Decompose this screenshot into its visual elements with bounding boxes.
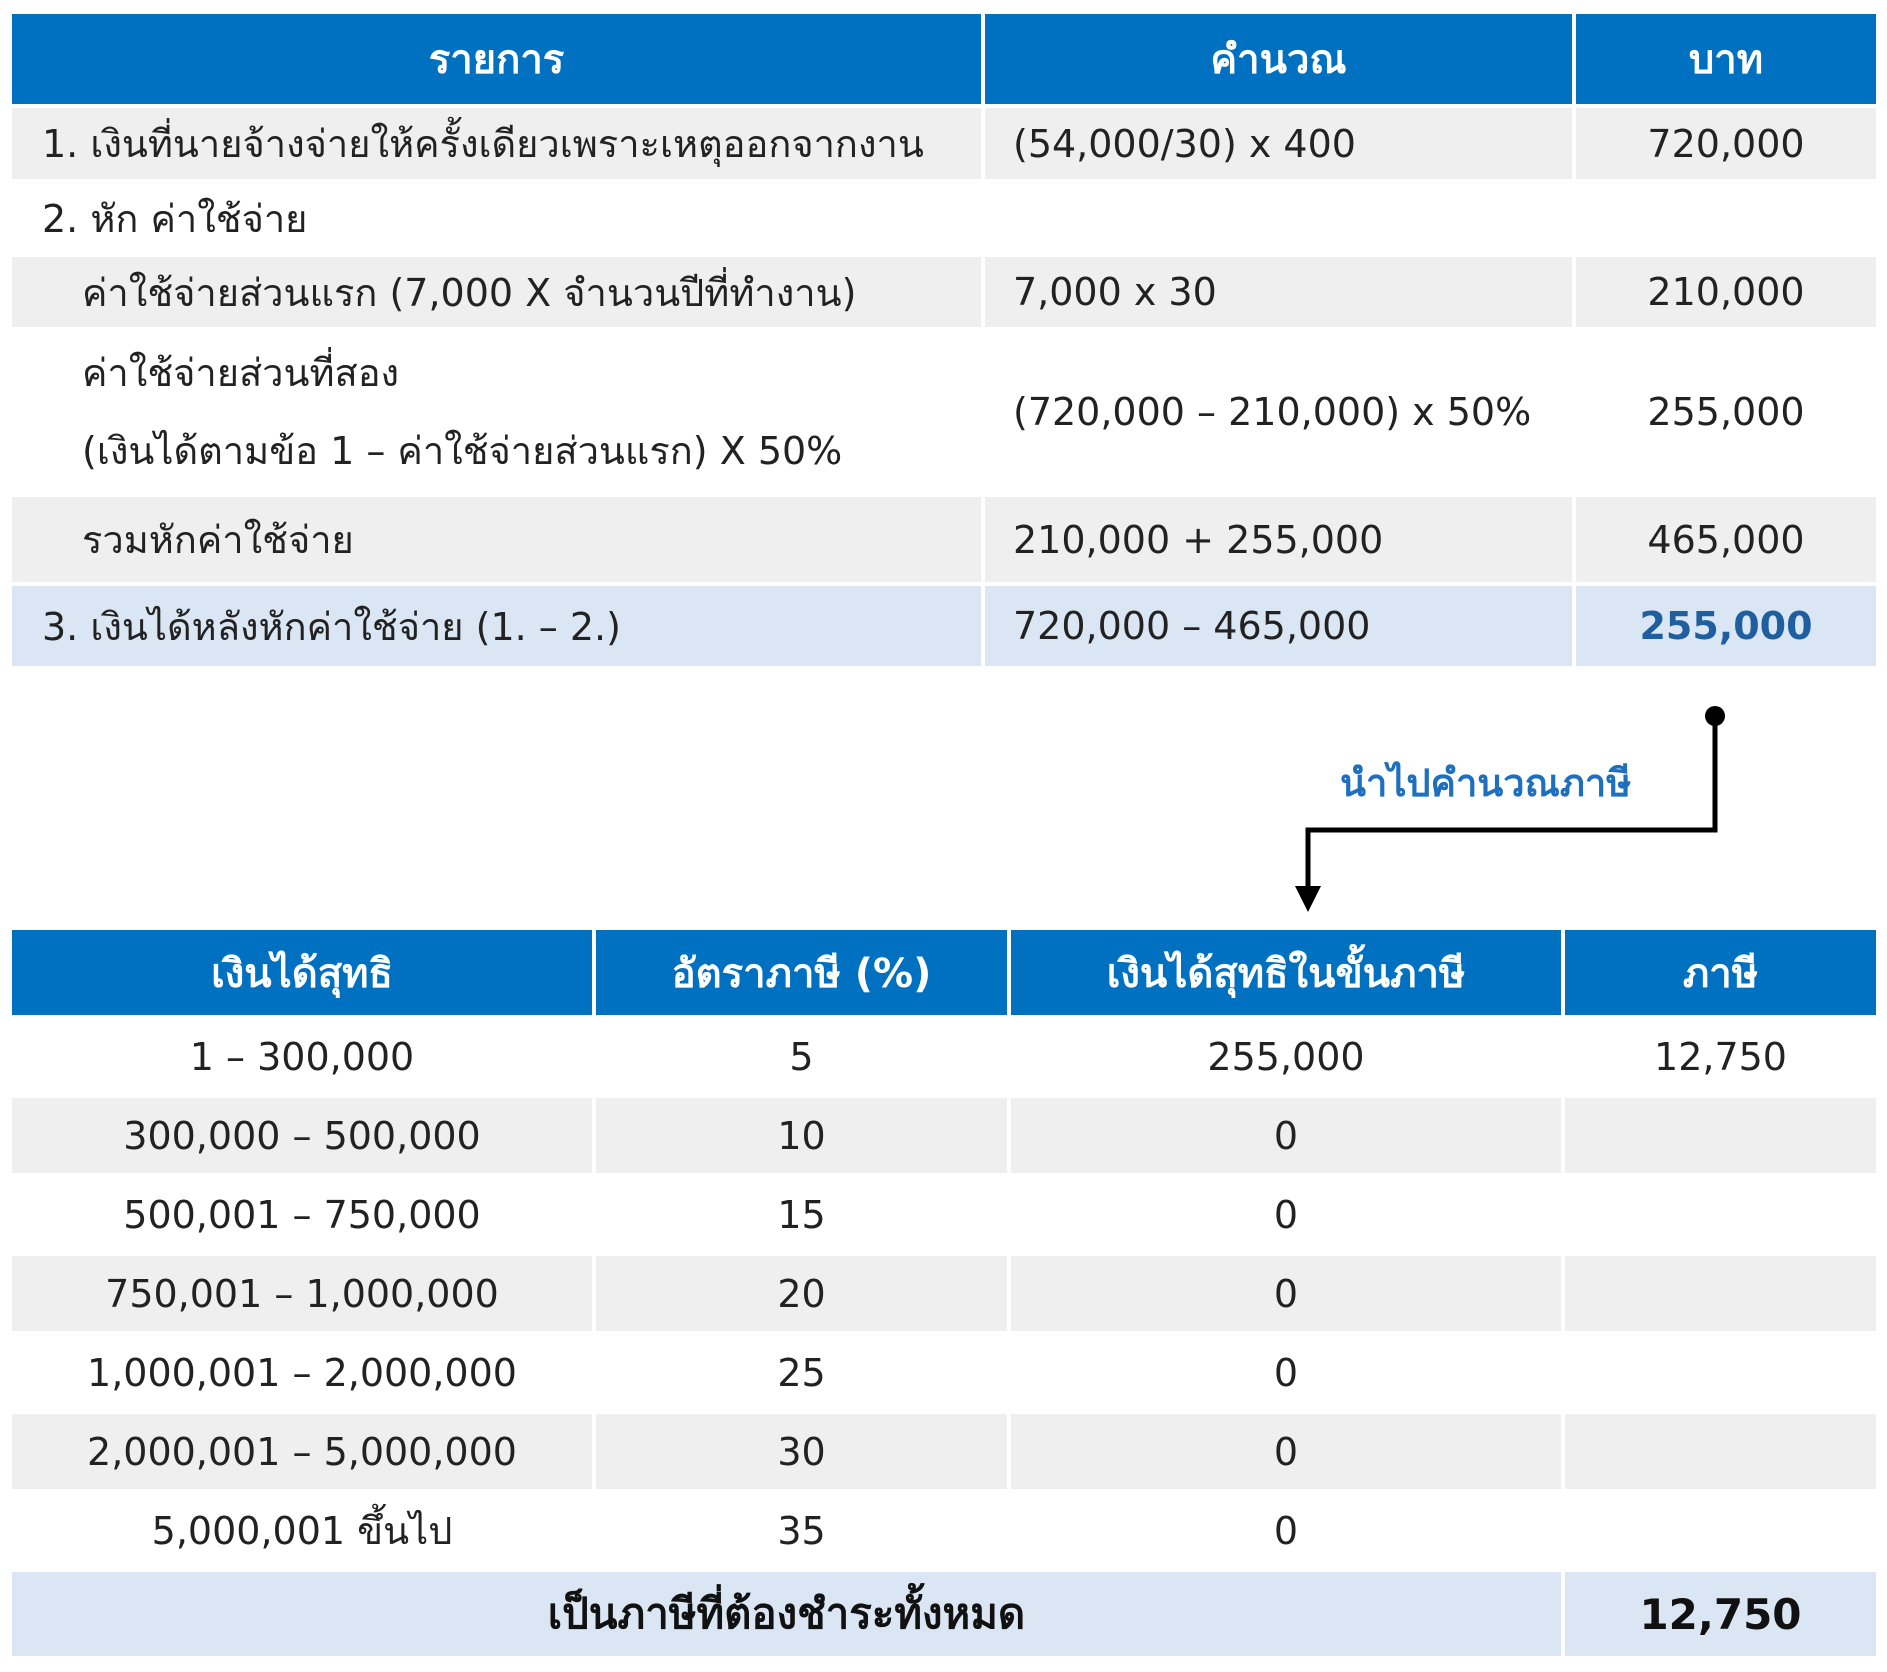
item-line-2: (เงินได้ตามข้อ 1 – ค่าใช้จ่ายส่วนแรก) X 50% — [82, 429, 843, 473]
tax-cell — [1565, 1256, 1876, 1335]
amount-cell: 720,000 — [1576, 108, 1876, 183]
income-cell: 0 — [1011, 1335, 1565, 1414]
income-cell: 0 — [1011, 1414, 1565, 1493]
item-cell: 3. เงินได้หลังหักค่าใช้จ่าย (1. – 2.) — [12, 586, 985, 670]
rate-cell: 10 — [596, 1098, 1011, 1177]
header-calc: คำนวณ — [985, 14, 1576, 108]
connector-dot — [1705, 706, 1725, 726]
table-row — [12, 331, 1876, 497]
amount-cell-highlight: 255,000 — [1576, 586, 1876, 670]
table-row — [12, 1019, 1876, 1098]
table-row — [12, 183, 1876, 257]
amount-cell: 210,000 — [1576, 257, 1876, 331]
rate-cell: 25 — [596, 1335, 1011, 1414]
income-cell: 0 — [1011, 1177, 1565, 1256]
calc-cell: 720,000 – 465,000 — [985, 586, 1576, 670]
calc-cell: 7,000 x 30 — [985, 257, 1576, 331]
calculation-table-header — [12, 14, 1876, 108]
rate-cell: 35 — [596, 1493, 1011, 1572]
header-tax-rate: อัตราภาษี (%) — [596, 930, 1011, 1019]
tax-table — [12, 930, 1876, 1660]
calc-cell: 210,000 + 255,000 — [985, 497, 1576, 586]
tax-cell — [1565, 1414, 1876, 1493]
item-line-1: ค่าใช้จ่ายส่วนที่สอง — [82, 351, 400, 395]
range-cell: 300,000 – 500,000 — [12, 1098, 596, 1177]
total-value: 12,750 — [1565, 1572, 1876, 1660]
calc-cell: (54,000/30) x 400 — [985, 108, 1576, 183]
item-cell: รวมหักค่าใช้จ่าย — [12, 497, 985, 586]
table-row — [12, 1493, 1876, 1572]
rate-cell: 20 — [596, 1256, 1011, 1335]
range-cell: 1 – 300,000 — [12, 1019, 596, 1098]
table-row — [12, 1098, 1876, 1177]
calc-cell: (720,000 – 210,000) x 50% — [985, 331, 1576, 497]
range-cell: 1,000,001 – 2,000,000 — [12, 1335, 596, 1414]
table-row — [12, 108, 1876, 183]
tax-table-header — [12, 930, 1876, 1019]
table-row — [12, 1335, 1876, 1414]
table-row — [12, 1414, 1876, 1493]
range-cell: 5,000,001 ขึ้นไป — [12, 1493, 596, 1572]
rate-cell: 15 — [596, 1177, 1011, 1256]
table-row — [12, 1177, 1876, 1256]
calc-cell — [985, 183, 1576, 257]
tax-cell — [1565, 1098, 1876, 1177]
item-cell — [12, 331, 985, 497]
rate-cell: 5 — [596, 1019, 1011, 1098]
tax-cell — [1565, 1177, 1876, 1256]
income-cell: 0 — [1011, 1256, 1565, 1335]
table-row-highlight — [12, 586, 1876, 670]
item-cell: 2. หัก ค่าใช้จ่าย — [12, 183, 985, 257]
tax-cell — [1565, 1493, 1876, 1572]
header-item: รายการ — [12, 14, 985, 108]
amount-cell — [1576, 183, 1876, 257]
range-cell: 2,000,001 – 5,000,000 — [12, 1414, 596, 1493]
table-row — [12, 497, 1876, 586]
header-tax: ภาษี — [1565, 930, 1876, 1019]
income-cell: 0 — [1011, 1493, 1565, 1572]
arrow-head-icon — [1295, 886, 1321, 912]
total-label: เป็นภาษีที่ต้องชำระทั้งหมด — [12, 1572, 1565, 1660]
table-row — [12, 257, 1876, 331]
header-income-in-bracket: เงินได้สุทธิในขั้นภาษี — [1011, 930, 1565, 1019]
amount-cell: 255,000 — [1576, 331, 1876, 497]
header-baht: บาท — [1576, 14, 1876, 108]
calculation-table — [12, 14, 1876, 670]
tax-cell: 12,750 — [1565, 1019, 1876, 1098]
header-net-income: เงินได้สุทธิ — [12, 930, 596, 1019]
income-cell: 255,000 — [1011, 1019, 1565, 1098]
table-row — [12, 1256, 1876, 1335]
item-cell: ค่าใช้จ่ายส่วนแรก (7,000 X จำนวนปีที่ทำงาน) — [12, 257, 985, 331]
amount-cell: 465,000 — [1576, 497, 1876, 586]
arrow-label: นำไปคำนวณภาษี — [1340, 761, 1632, 805]
rate-cell: 30 — [596, 1414, 1011, 1493]
tax-cell — [1565, 1335, 1876, 1414]
income-cell: 0 — [1011, 1098, 1565, 1177]
range-cell: 500,001 – 750,000 — [12, 1177, 596, 1256]
total-row — [12, 1572, 1876, 1660]
item-cell: 1. เงินที่นายจ้างจ่ายให้ครั้งเดียวเพราะเหตุออกจากงาน — [12, 108, 985, 183]
range-cell: 750,001 – 1,000,000 — [12, 1256, 596, 1335]
